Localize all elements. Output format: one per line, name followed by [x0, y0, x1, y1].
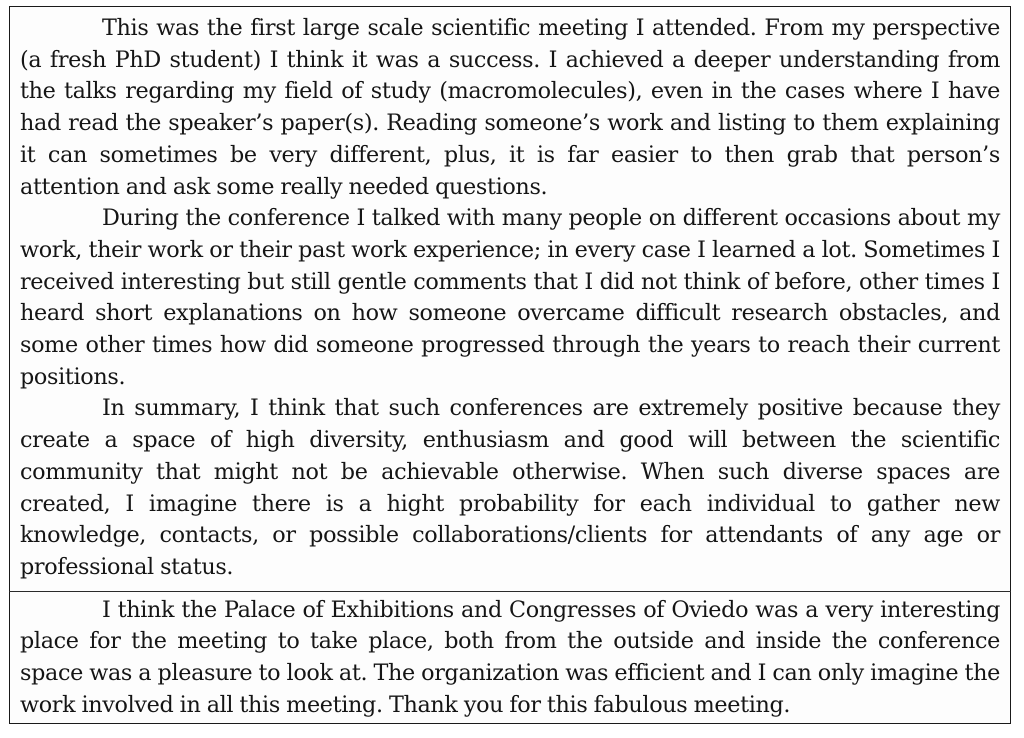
- document-body: [20, 13, 1000, 721]
- paragraph-4: I think the Palace of Exhibitions and Congresses of Oviedo was a very interesting place for the meeting to take place, both from the outside and inside the conference space was a pleasure to look at. The organization was efficient and I can only imagine the work involved in all this meeting. Thank you for this fabulous meeting.: [20, 596, 1000, 718]
- paragraph-2: During the conference I talked with many people on different occasions about my work, their work or their past work experience; in every case I learned a lot. Sometimes I received interesting but still gentle comments that I did not think of before, other times I heard short explanations on how someone overcame difficult research obstacles, and some other times how did someone progressed through the years to reach their current positions.: [20, 205, 1000, 390]
- paragraph-1: This was the first large scale scientific meeting I attended. From my perspective (a fresh PhD student) I think it was a success. I achieved a deeper understanding from the talks regarding my field of study (macromolecules), even in the cases where I have had read the speaker’s paper(s). Reading someone’s work and listing to them explaining it can sometimes be very different, plus, it is far easier to then grab that person’s attention and ask some really needed questions.: [20, 15, 1000, 200]
- paragraph-3: In summary, I think that such conferences are extremely positive because they create a space of high diversity, enthusiasm and good will between the scientific community that might not be achievable otherwise. When such diverse spaces are created, I imagine there is a hight probability for each individual to gather new knowledge, contacts, or possible collaborations/clients for attendants of any age or professional status.: [20, 395, 1000, 580]
